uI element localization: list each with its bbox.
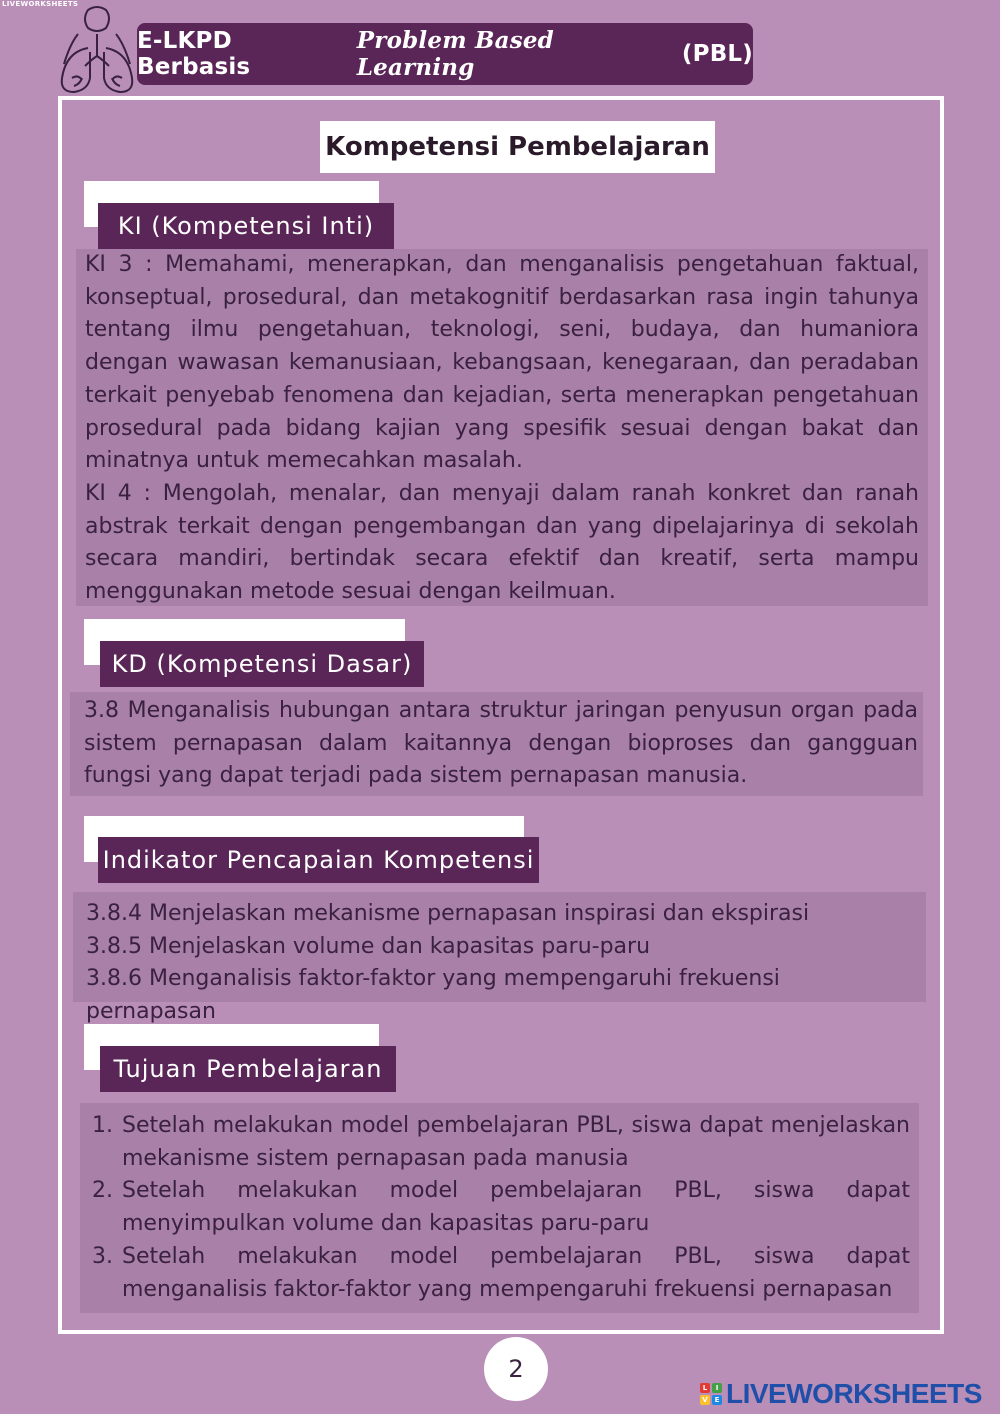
ki3-text: KI 3 : Memahami, menerapkan, dan menganalisis pengetahuan faktual, konseptual, prosedural, dan metakognitif berdasarkan rasa ingin tahunya tentang ilmu pengetahuan, teknologi, seni, budaya, dan humaniora dengan wawasan kemanusiaan, kebangsaan, kenegaraan, dan peradaban terkait penyebab fenomena dan kejadian, serta menerapkan pengetahuan prosedural pada bidang kajian yang spesifik sesuai dengan bakat dan minatnya untuk memecahkan masalah.	[85, 252, 919, 474]
logo-square-e: E	[712, 1395, 722, 1405]
header-title-part1: E-LKPD Berbasis	[137, 28, 251, 80]
kd-text: 3.8 Menganalisis hubungan antara struktur jaringan penyusun organ pada sistem pernapasan dalam kaitannya dengan bioproses dan gangguan fungsi yang dapat terjadi pada sistem pernapasan manusia.	[84, 698, 918, 789]
header-title	[137, 23, 753, 85]
header-title-part3: (PBL)	[681, 41, 753, 67]
ki-box	[76, 249, 928, 606]
tujuan-item-3: 3. Setelah melakukan model pembelajaran PBL, siswa dapat menganalisis faktor-faktor yang mempengaruhi frekuensi pernapasan	[120, 1241, 910, 1306]
logo-square-i: I	[712, 1383, 722, 1393]
ki-section-title: KI (Kompetensi Inti)	[98, 203, 394, 249]
liveworksheets-text: LIVEWORKSHEETS	[726, 1378, 982, 1409]
liveworksheets-logo	[700, 1378, 982, 1410]
ipk-item-1: 3.8.4 Menjelaskan mekanisme pernapasan inspirasi dan ekspirasi	[86, 901, 810, 926]
tujuan-list	[80, 1110, 910, 1306]
page-number: 2	[484, 1337, 548, 1401]
page-title: Kompetensi Pembelajaran	[320, 121, 715, 173]
tujuan-item-2: 2. Setelah melakukan model pembelajaran PBL, siswa dapat menyimpulkan volume dan kapasitas paru-paru	[120, 1175, 910, 1240]
tujuan-box	[80, 1103, 919, 1313]
kd-box	[70, 692, 923, 796]
ki4-text: KI 4 : Mengolah, menalar, dan menyaji dalam ranah konkret dan ranah abstrak terkait dengan pengembangan dan yang dipelajarinya di sekolah secara mandiri, bertindak secara efektif dan kreatif, serta mampu menggunakan metode sesuai dengan keilmuan.	[85, 480, 919, 605]
header-title-part2: Problem Based Learning	[356, 27, 554, 81]
tujuan-item-1: 1. Setelah melakukan model pembelajaran PBL, siswa dapat menjelaskan mekanisme sistem pernapasan pada manusia	[120, 1110, 910, 1175]
liveworksheets-icon	[700, 1383, 722, 1405]
ipk-section-title: Indikator Pencapaian Kompetensi	[98, 837, 539, 883]
logo-square-l: L	[700, 1383, 710, 1393]
kd-section-title: KD (Kompetensi Dasar)	[100, 641, 424, 687]
corner-watermark: LIVEWORKSHEETS	[2, 0, 79, 8]
tujuan-section-title: Tujuan Pembelajaran	[100, 1046, 396, 1092]
lungs-icon	[58, 4, 136, 96]
ipk-item-3: 3.8.6 Menganalisis faktor-faktor yang mempengaruhi frekuensi pernapasan	[86, 966, 780, 1025]
ipk-box	[73, 892, 926, 1025]
ipk-item-2: 3.8.5 Menjelaskan volume dan kapasitas paru-paru	[86, 933, 651, 959]
logo-square-v: V	[700, 1395, 710, 1405]
